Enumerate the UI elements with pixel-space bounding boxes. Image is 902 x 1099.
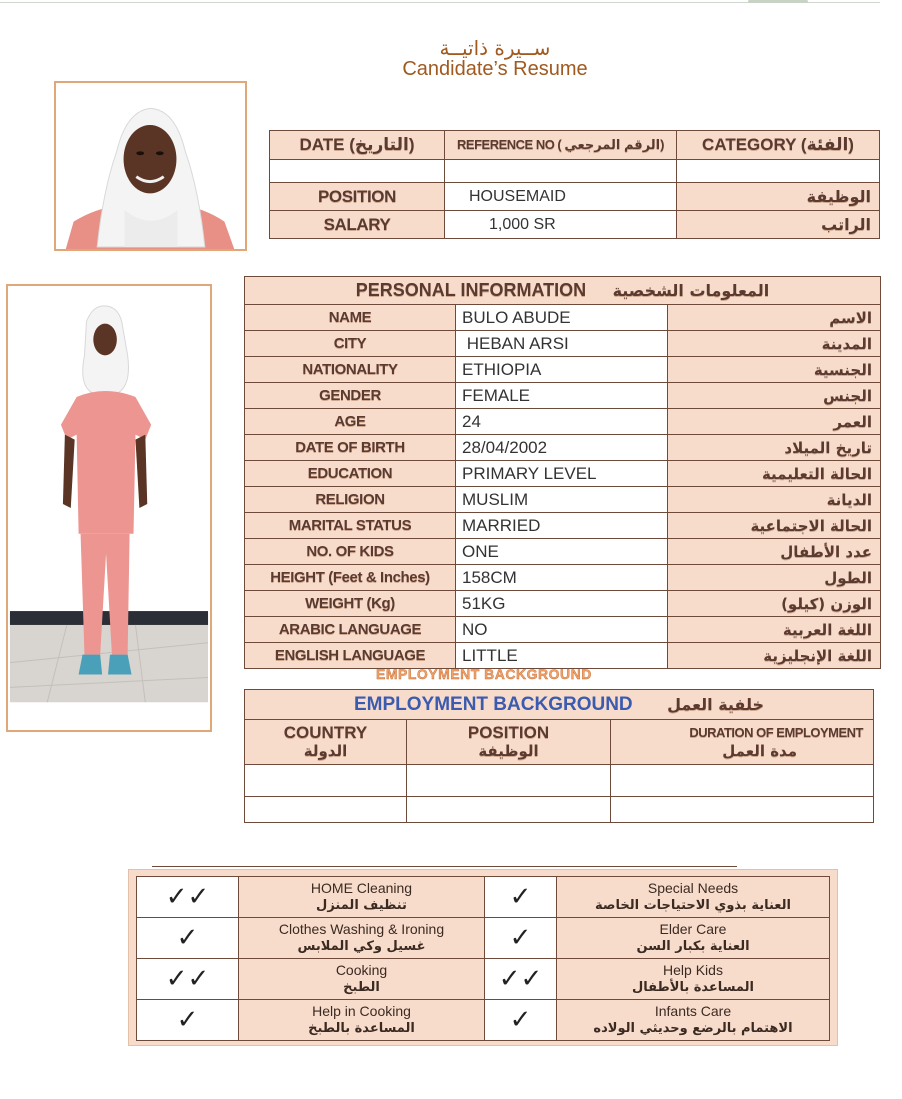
personal-title-en: PERSONAL INFORMATION [355, 280, 587, 300]
personal-label: NAME [245, 305, 456, 331]
skill-left [239, 877, 485, 918]
skill-row [137, 1000, 830, 1041]
skill-right [557, 1000, 830, 1041]
personal-row [245, 565, 881, 591]
personal-row [245, 331, 881, 357]
personal-label-ar: العمر [668, 409, 881, 435]
country-header-en: COUNTRY [283, 723, 368, 742]
skill-row [137, 877, 830, 918]
personal-label: RELIGION [245, 487, 456, 513]
personal-row [245, 513, 881, 539]
check-icon: ✓ [485, 918, 557, 959]
personal-label-ar: الطول [668, 565, 881, 591]
skill-right [557, 959, 830, 1000]
check-icon: ✓✓ [137, 959, 239, 1000]
category-header: CATEGORY (الفئة) [677, 131, 880, 160]
country-header [245, 720, 407, 765]
category-value [677, 160, 880, 183]
personal-label: EDUCATION [245, 461, 456, 487]
check-icon: ✓✓ [137, 877, 239, 918]
employment-title-row [245, 690, 874, 720]
salary-label-ar: الراتب [677, 211, 880, 239]
personal-label-ar: الحالة التعليمية [668, 461, 881, 487]
personal-label-ar: عدد الأطفال [668, 539, 881, 565]
skill-right-ar: العناية بذوي الاحتياجات الخاصة [595, 898, 791, 913]
skills-table [136, 876, 830, 1041]
personal-row [245, 591, 881, 617]
personal-row [245, 539, 881, 565]
skill-left-ar: المساعدة بالطبخ [308, 1021, 415, 1036]
skill-right-en: Help Kids [663, 962, 723, 978]
personal-value: MUSLIM [456, 487, 668, 513]
salary-row [270, 211, 880, 239]
skill-left [239, 918, 485, 959]
personal-label: DATE OF BIRTH [245, 435, 456, 461]
skill-right-ar: العناية بكبار السن [636, 939, 750, 954]
employment-row [245, 797, 874, 823]
skill-row [137, 959, 830, 1000]
personal-label-ar: الاسم [668, 305, 881, 331]
personal-label-ar: اللغة العربية [668, 617, 881, 643]
personal-label-ar: الوزن (كيلو) [668, 591, 881, 617]
duration-header-en: DURATION OF EMPLOYMENT [689, 725, 863, 740]
personal-title-ar: المعلومات الشخصية [612, 281, 770, 300]
personal-value: HEBAN ARSI [456, 331, 668, 357]
skill-left [239, 1000, 485, 1041]
personal-value: 158CM [456, 565, 668, 591]
personal-info-table [244, 276, 881, 669]
personal-label: NATIONALITY [245, 357, 456, 383]
position-header [407, 720, 611, 765]
personal-label: GENDER [245, 383, 456, 409]
skill-left-en: Clothes Washing & Ironing [278, 921, 445, 937]
position-label-ar: الوظيفة [677, 183, 880, 211]
employment-table [244, 689, 874, 823]
personal-row [245, 357, 881, 383]
personal-row [245, 409, 881, 435]
check-icon: ✓ [137, 1000, 239, 1041]
personal-label-ar: تاريخ الميلاد [668, 435, 881, 461]
personal-label-ar: المدينة [668, 331, 881, 357]
top-mark [748, 0, 808, 3]
personal-row [245, 435, 881, 461]
personal-label-ar: الجنسية [668, 357, 881, 383]
personal-label: CITY [245, 331, 456, 357]
title-arabic: ســيرة ذاتيــة [439, 36, 551, 60]
personal-value: PRIMARY LEVEL [456, 461, 668, 487]
check-icon: ✓✓ [485, 959, 557, 1000]
skill-left-ar: الطبخ [343, 980, 380, 995]
employment-title-cell [245, 690, 874, 720]
personal-label: AGE [245, 409, 456, 435]
header-table [269, 130, 880, 239]
position-header-ar: الوظيفة [478, 742, 539, 760]
salary-value: 1,000 SR [445, 211, 677, 239]
page-title: Candidate’s Resume [402, 58, 588, 80]
employment-header-row [245, 720, 874, 765]
salary-label: SALARY [270, 211, 445, 239]
personal-value: BULO ABUDE [456, 305, 668, 331]
employment-title-ar: خلفية العمل [667, 694, 765, 714]
reference-value [445, 160, 677, 183]
personal-label: MARITAL STATUS [245, 513, 456, 539]
check-icon: ✓ [137, 918, 239, 959]
position-label: POSITION [270, 183, 445, 211]
employment-watermark-text: EMPLOYMENT BACKGROUND [376, 666, 592, 682]
full-body-photo [6, 284, 212, 732]
personal-title-row [245, 277, 881, 305]
personal-label: WEIGHT (Kg) [245, 591, 456, 617]
skill-right-en: Special Needs [647, 880, 739, 896]
personal-row [245, 643, 881, 669]
personal-row [245, 305, 881, 331]
personal-label: HEIGHT (Feet & Inches) [245, 565, 456, 591]
position-value: HOUSEMAID [445, 183, 677, 211]
personal-label-ar: الجنس [668, 383, 881, 409]
header-row [270, 131, 880, 160]
duration-header [611, 720, 874, 765]
personal-row [245, 487, 881, 513]
skill-left-ar: تنظيف المنزل [316, 898, 407, 913]
skill-left-en: Help in Cooking [312, 1003, 411, 1019]
personal-title-cell [245, 277, 881, 305]
skill-left-en: Cooking [335, 962, 388, 978]
personal-value: 51KG [456, 591, 668, 617]
personal-label-ar: اللغة الإنجليزية [668, 643, 881, 669]
personal-row [245, 461, 881, 487]
personal-label: ARABIC LANGUAGE [245, 617, 456, 643]
skills-divider [152, 866, 737, 867]
personal-row [245, 617, 881, 643]
country-header-ar: الدولة [303, 742, 348, 760]
personal-value: ONE [456, 539, 668, 565]
personal-row [245, 383, 881, 409]
skill-right-ar: المساعدة بالأطفال [632, 980, 754, 995]
duration-header-ar: مدة العمل [722, 742, 797, 760]
personal-label-ar: الحالة الاجتماعية [668, 513, 881, 539]
personal-value: NO [456, 617, 668, 643]
personal-label: ENGLISH LANGUAGE [245, 643, 456, 669]
date-header: DATE (التاريخ) [270, 131, 445, 160]
personal-value: 28/04/2002 [456, 435, 668, 461]
skill-right [557, 877, 830, 918]
skill-row [137, 918, 830, 959]
reference-header: REFERENCE NO ( الرقم المرجعي) [445, 131, 677, 160]
date-value [270, 160, 445, 183]
skill-right [557, 918, 830, 959]
personal-value: FEMALE [456, 383, 668, 409]
check-icon: ✓ [485, 877, 557, 918]
skill-right-en: Infants Care [654, 1003, 732, 1019]
employment-title-en: EMPLOYMENT BACKGROUND [353, 693, 633, 715]
personal-value: LITTLE [456, 643, 668, 669]
blank-row [270, 160, 880, 183]
position-row [270, 183, 880, 211]
check-icon: ✓ [485, 1000, 557, 1041]
position-header-en: POSITION [467, 723, 550, 742]
skill-left-ar: غسيل وكي الملابس [297, 939, 426, 954]
portrait-photo [54, 81, 247, 251]
skill-right-ar: الاهتمام بالرضع وحديثي الولاده [593, 1021, 793, 1036]
skill-right-en: Elder Care [659, 921, 727, 937]
personal-value: 24 [456, 409, 668, 435]
skill-left [239, 959, 485, 1000]
employment-row [245, 765, 874, 797]
skill-left-en: HOME Cleaning [310, 880, 413, 896]
personal-label: NO. OF KIDS [245, 539, 456, 565]
personal-value: ETHIOPIA [456, 357, 668, 383]
personal-value: MARRIED [456, 513, 668, 539]
personal-label-ar: الديانة [668, 487, 881, 513]
